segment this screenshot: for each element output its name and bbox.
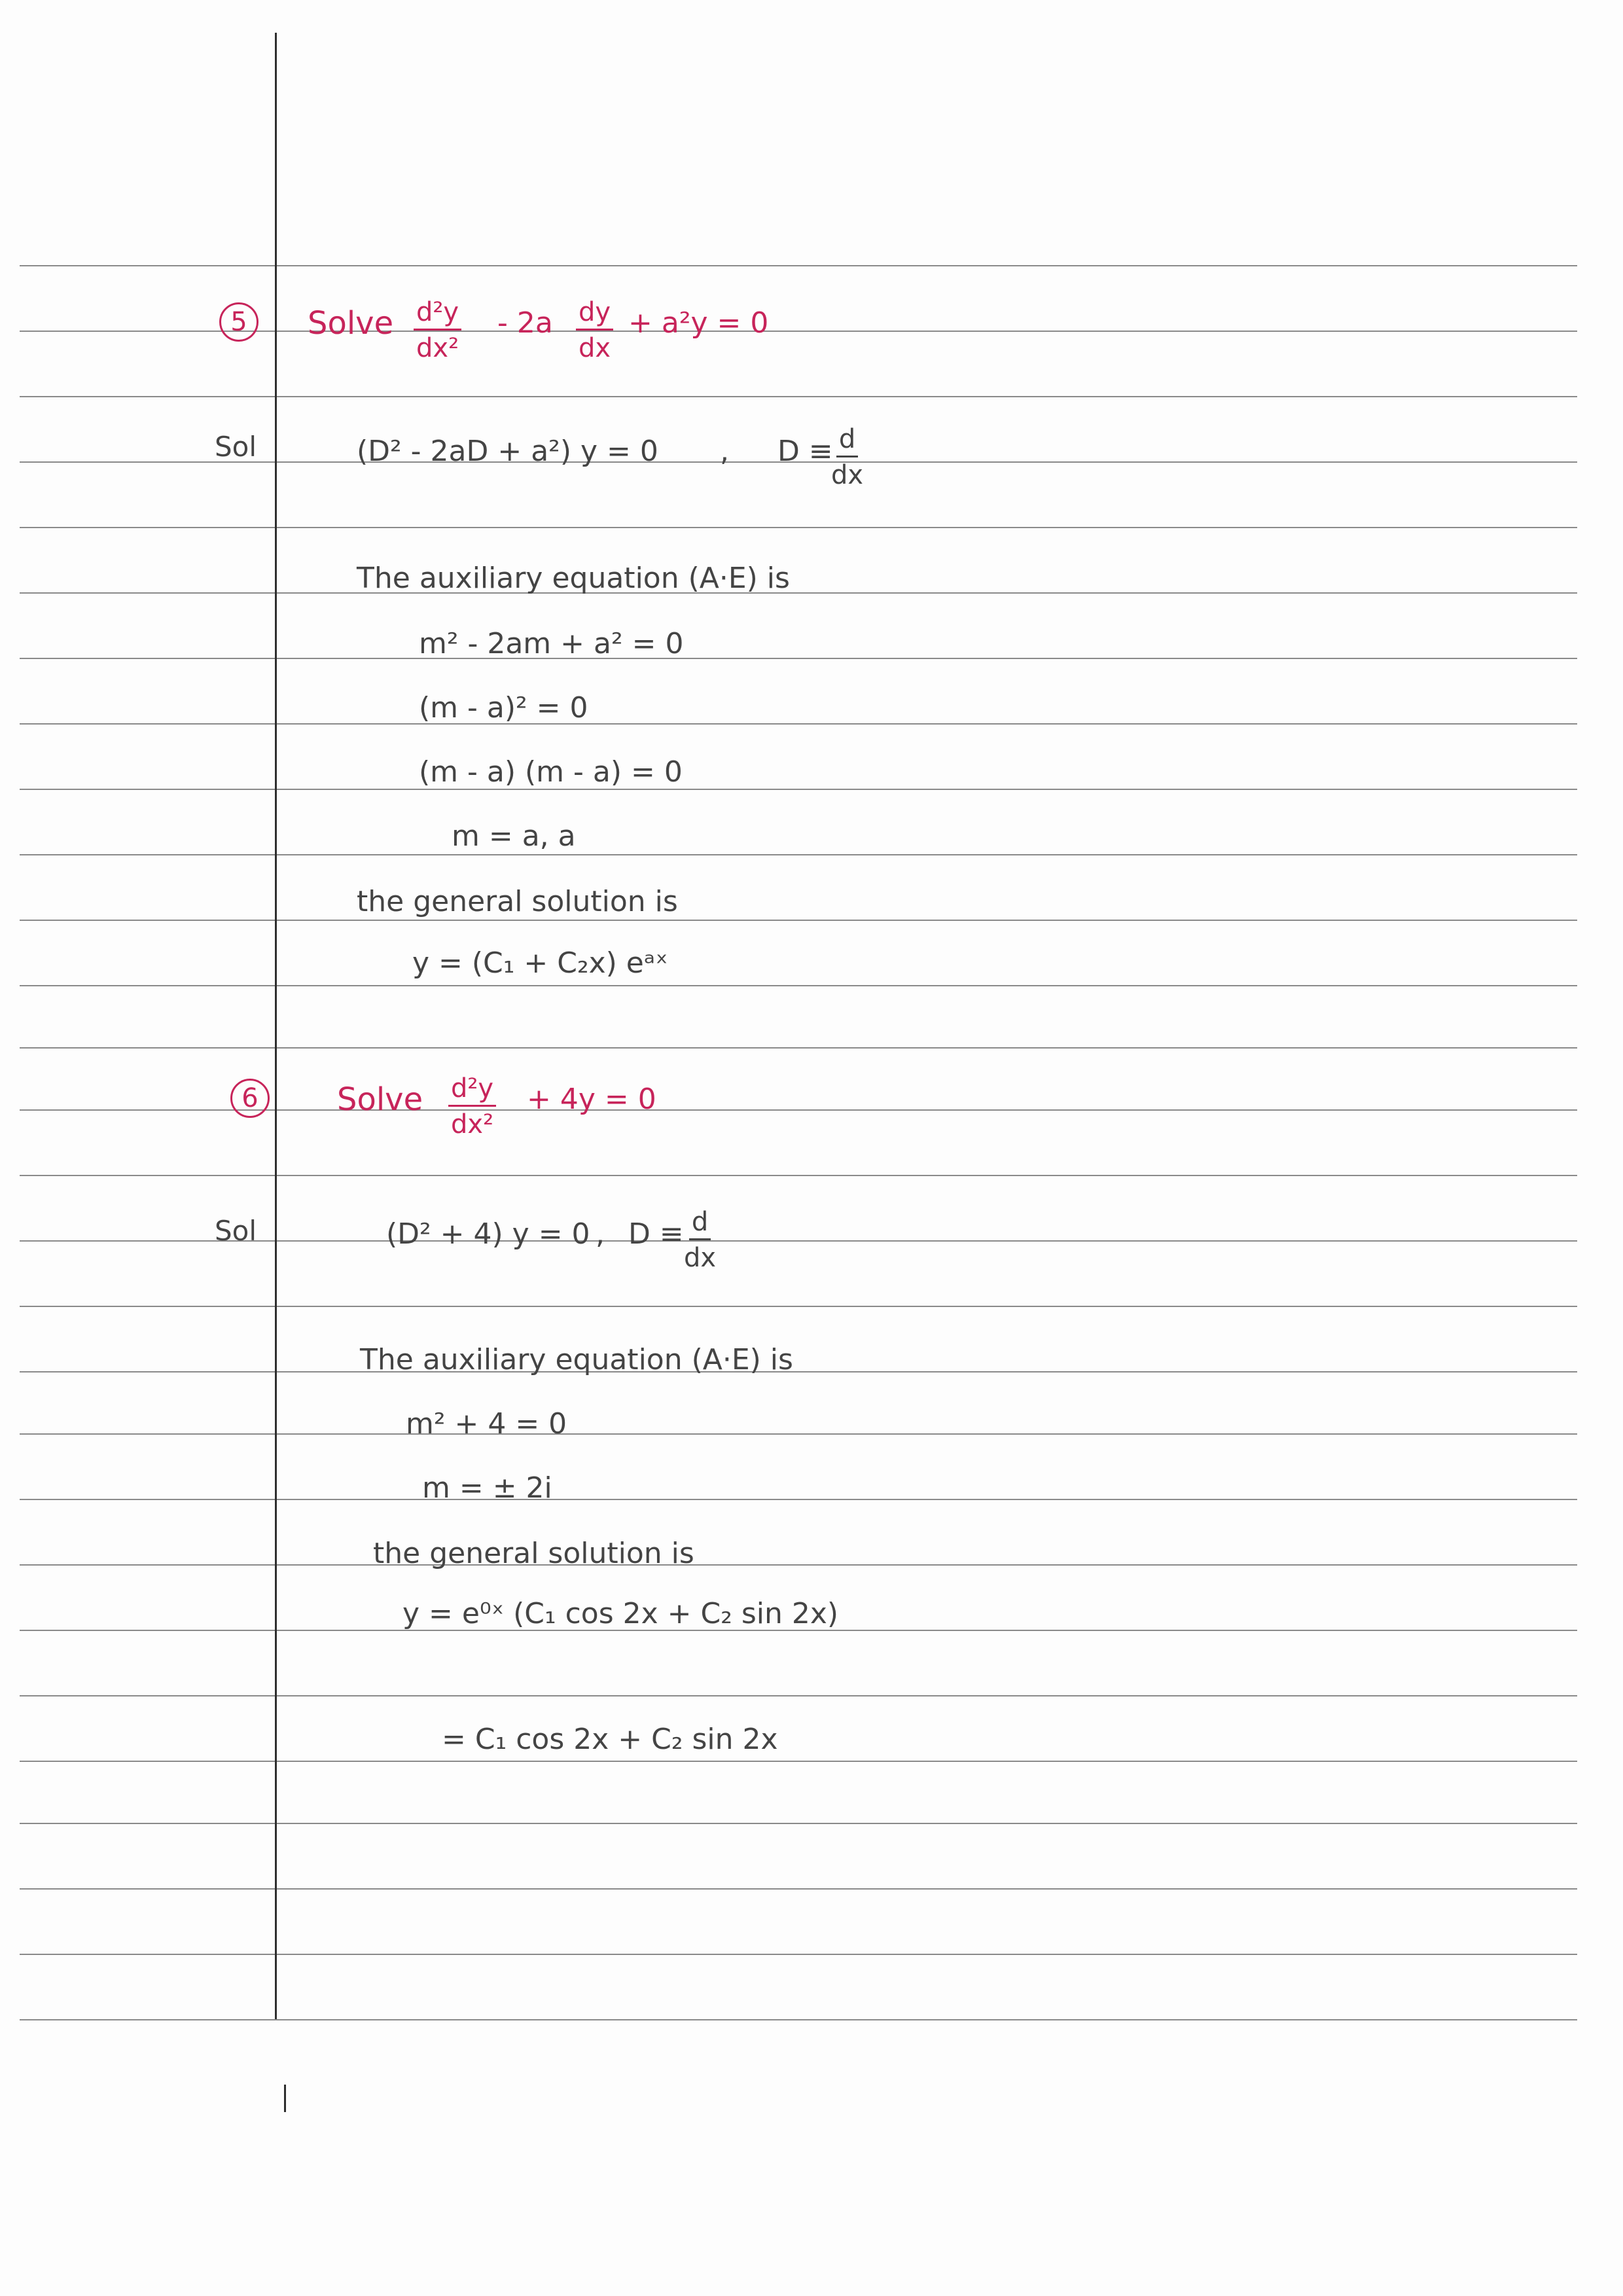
fraction-numerator: d²y — [448, 1075, 496, 1107]
ruled-line — [20, 396, 1577, 397]
ruled-line — [20, 1888, 1577, 1890]
question-number: 5 — [230, 307, 247, 337]
fraction-numerator: d — [689, 1208, 711, 1240]
operator-equation: (D² + 4) y = 0 — [386, 1217, 590, 1251]
operator-definition: D ≡ — [777, 435, 833, 468]
solve-label: Solve — [337, 1081, 423, 1118]
comma: , — [596, 1217, 605, 1251]
question-number-circle — [219, 302, 259, 342]
ruled-line — [20, 1761, 1577, 1762]
question-number-circle — [230, 1079, 270, 1118]
fraction-numerator: d — [836, 425, 858, 457]
ruled-line — [20, 854, 1577, 855]
ruled-line — [20, 1306, 1577, 1307]
ruled-line — [20, 1499, 1577, 1500]
sol-label: Sol — [215, 1215, 257, 1247]
general-solution-intro: the general solution is — [373, 1537, 694, 1570]
step-line: m = a, a — [452, 819, 576, 853]
fraction-numerator: dy — [576, 298, 613, 331]
general-solution: y = (C₁ + C₂x) eᵃˣ — [412, 946, 668, 980]
sol-label: Sol — [215, 431, 257, 463]
ruled-line — [20, 789, 1577, 790]
first-derivative-fraction — [576, 298, 613, 362]
equation-term: + a²y = 0 — [628, 306, 769, 340]
auxiliary-equation-intro: The auxiliary equation (A·E) is — [360, 1343, 793, 1376]
margin-line-fragment — [284, 2085, 286, 2112]
fraction-denominator: dx² — [416, 333, 459, 363]
second-derivative-fraction — [448, 1075, 496, 1138]
ruled-line — [20, 1175, 1577, 1176]
auxiliary-equation-intro: The auxiliary equation (A·E) is — [357, 562, 790, 595]
ruled-line — [20, 723, 1577, 725]
fraction-numerator: d²y — [414, 298, 461, 331]
ruled-line — [20, 920, 1577, 921]
operator-fraction — [831, 425, 863, 489]
ruled-line — [20, 592, 1577, 594]
fraction-denominator: dx — [831, 460, 864, 490]
step-line: m² + 4 = 0 — [406, 1407, 567, 1441]
ruled-line — [20, 1695, 1577, 1696]
ruled-line — [20, 1564, 1577, 1566]
ruled-line — [20, 527, 1577, 528]
simplified-solution: = C₁ cos 2x + C₂ sin 2x — [442, 1723, 778, 1756]
ruled-line — [20, 1823, 1577, 1824]
equation-term: + 4y = 0 — [527, 1083, 656, 1116]
ruled-line — [20, 1371, 1577, 1372]
ruled-line — [20, 985, 1577, 986]
second-derivative-fraction — [414, 298, 461, 362]
fraction-denominator: dx — [579, 333, 611, 363]
ruled-line — [20, 1433, 1577, 1435]
solve-label: Solve — [308, 305, 394, 342]
step-line: m = ± 2i — [422, 1471, 552, 1505]
fraction-denominator: dx² — [451, 1109, 494, 1139]
ruled-line — [20, 658, 1577, 659]
margin-line — [275, 33, 277, 2019]
ruled-line — [20, 1954, 1577, 1955]
operator-fraction — [684, 1208, 716, 1272]
question-number: 6 — [241, 1083, 259, 1113]
step-line: (m - a) (m - a) = 0 — [419, 755, 683, 789]
operator-equation: (D² - 2aD + a²) y = 0 — [357, 435, 658, 468]
fraction-denominator: dx — [684, 1243, 717, 1273]
ruled-line — [20, 265, 1577, 266]
operator-definition: D ≡ — [628, 1217, 684, 1251]
ruled-line — [20, 1047, 1577, 1049]
step-line: m² - 2am + a² = 0 — [419, 627, 684, 660]
ruled-line — [20, 2019, 1577, 2020]
comma: , — [720, 435, 729, 468]
general-solution-intro: the general solution is — [357, 885, 678, 918]
equation-term: - 2a — [497, 306, 553, 340]
step-line: (m - a)² = 0 — [419, 691, 588, 725]
general-solution: y = e⁰ˣ (C₁ cos 2x + C₂ sin 2x) — [402, 1597, 839, 1630]
